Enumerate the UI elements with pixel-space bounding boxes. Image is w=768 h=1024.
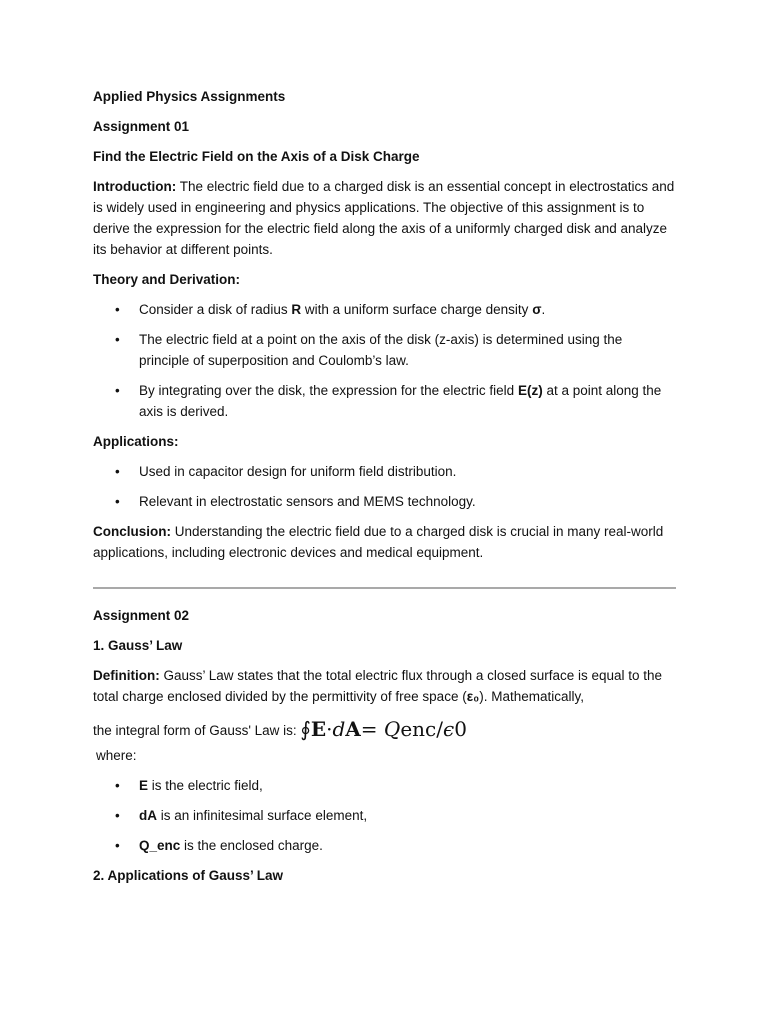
term-symbol: E xyxy=(139,778,149,793)
definition-paragraph xyxy=(93,665,676,707)
applications-heading: Applications: xyxy=(93,434,179,449)
formula-charge: Q xyxy=(383,717,401,741)
list-item xyxy=(93,380,676,422)
list-item-text: By integrating over the disk, the expression for the electric field xyxy=(139,383,518,398)
conclusion-label: Conclusion: xyxy=(93,524,171,539)
formula-equals: = xyxy=(360,717,384,741)
list-item-text: The electric field at a point on the axis of the disk (z-axis) is determined using the principle of superposition and Coulomb’s law. xyxy=(139,332,623,368)
list-item xyxy=(93,299,676,320)
bullet-icon: • xyxy=(115,383,120,398)
definition-text-end: ). Mathematically, xyxy=(479,689,584,704)
formula-dot: · xyxy=(326,717,333,741)
document-body xyxy=(93,86,676,895)
introduction-label: Introduction: xyxy=(93,179,177,194)
list-item xyxy=(93,805,676,826)
conclusion-text: Understanding the electric field due to a charged disk is crucial in many real-world applications, including electronic devices and medical equipment. xyxy=(93,524,664,560)
formula-epsilon: ϵ xyxy=(442,717,455,741)
theory-list xyxy=(93,299,676,422)
definition-text: Gauss’ Law states that the total electric flux through a closed surface is equal to the total charge enclosed divided by the permittivity of free space ( xyxy=(93,668,663,704)
gauss-law-heading: 1. Gauss’ Law xyxy=(93,638,183,653)
theory-heading: Theory and Derivation: xyxy=(93,272,241,287)
list-item xyxy=(93,329,676,371)
bullet-icon: • xyxy=(115,302,120,317)
radius-symbol: R xyxy=(291,302,302,317)
applications-of-gauss-law-heading: 2. Applications of Gauss’ Law xyxy=(93,868,284,883)
term-symbol: dA xyxy=(139,808,157,823)
list-item-text: is the electric field, xyxy=(148,778,263,793)
list-item xyxy=(93,491,676,512)
bullet-icon: • xyxy=(115,808,120,823)
assignment-01-heading: Assignment 01 xyxy=(93,119,190,134)
bullet-icon: • xyxy=(115,464,120,479)
list-item-text: Consider a disk of radius xyxy=(139,302,292,317)
list-item-text: at a point along the axis is derived. xyxy=(139,383,662,419)
list-item-text: is an infinitesimal surface element, xyxy=(157,808,368,823)
formula-zero: 0 xyxy=(454,717,467,741)
conclusion-paragraph xyxy=(93,521,676,563)
definition-label: Definition: xyxy=(93,668,160,683)
formula-line xyxy=(93,715,676,745)
epsilon-naught-symbol: ε₀ xyxy=(466,689,480,704)
bullet-icon: • xyxy=(115,332,120,347)
assignment-01-subheading: Find the Electric Field on the Axis of a Disk Charge xyxy=(93,149,420,164)
list-item xyxy=(93,835,676,856)
sigma-symbol: σ xyxy=(532,302,542,317)
term-symbol: Q_enc xyxy=(139,838,181,853)
formula-intro: the integral form of Gauss' Law is: xyxy=(93,723,301,738)
list-item-text: Used in capacitor design for uniform field distribution. xyxy=(139,464,457,479)
list-item-text: Relevant in electrostatic sensors and MEMS technology. xyxy=(139,494,476,509)
applications-list xyxy=(93,461,676,512)
bullet-icon: • xyxy=(115,778,120,793)
where-list xyxy=(93,775,676,856)
introduction-text: The electric field due to a charged disk is an essential concept in electrostatics and is widely used in engineering and physics applications. The objective of this assignment is to derive the expression for the electric field along the axis of a uniformly charged disk and analyze its behavior at different points. xyxy=(93,179,675,257)
list-item-text: with a uniform surface charge density xyxy=(301,302,533,317)
formula-area: A xyxy=(345,717,361,741)
list-item xyxy=(93,461,676,482)
formula-field: E xyxy=(310,717,327,741)
contour-integral-symbol: ∮ xyxy=(300,717,311,741)
introduction-paragraph xyxy=(93,176,676,260)
list-item-text: . xyxy=(541,302,546,317)
formula-enc: enc/ xyxy=(400,717,443,741)
section-divider xyxy=(93,587,676,589)
list-item-text: is the enclosed charge. xyxy=(180,838,323,853)
field-expression: E(z) xyxy=(517,383,543,398)
where-label: where: xyxy=(96,748,137,763)
formula-d: d xyxy=(332,717,346,741)
list-item xyxy=(93,775,676,796)
assignment-02-heading: Assignment 02 xyxy=(93,608,190,623)
document-title: Applied Physics Assignments xyxy=(93,89,286,104)
bullet-icon: • xyxy=(115,838,120,853)
gauss-law-formula xyxy=(300,717,467,741)
bullet-icon: • xyxy=(115,494,120,509)
